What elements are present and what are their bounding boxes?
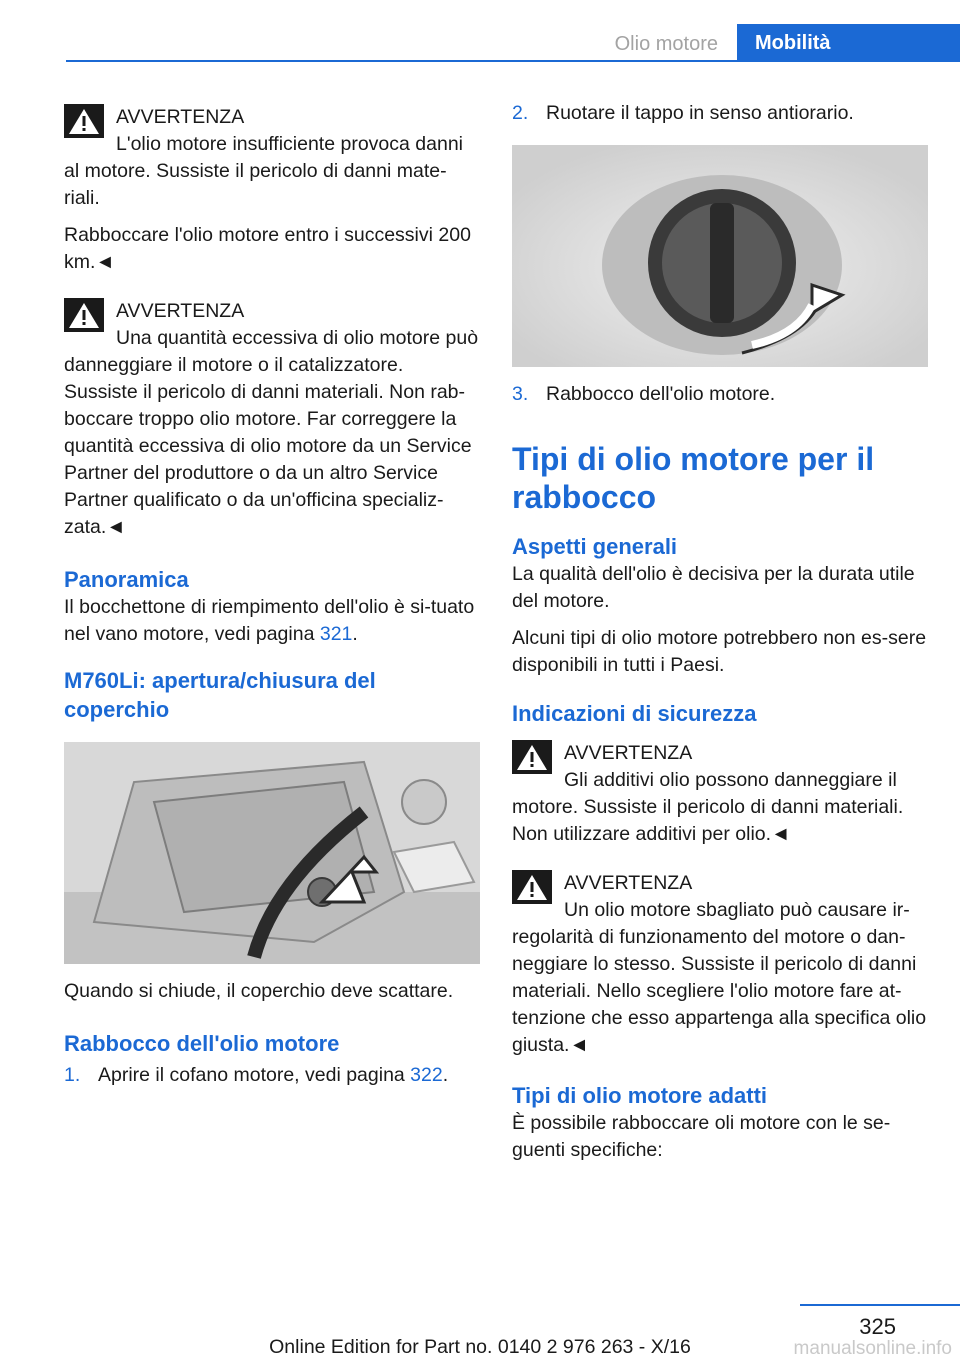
chapter-heading: Tipi di olio motore per il rabbocco	[512, 441, 875, 515]
paragraph: È possibile rabboccare oli motore con le se-guenti specifiche:	[512, 1112, 891, 1161]
page-header	[0, 0, 960, 62]
warning-icon	[512, 870, 552, 904]
watermark: manualsonline.info	[793, 1338, 952, 1359]
warning-icon	[512, 740, 552, 774]
engine-cover-illustration	[64, 742, 480, 964]
list-item: 3. Rabbocco dell'olio motore.	[512, 381, 928, 408]
header-rule	[66, 60, 960, 62]
section-tab[interactable]: Olio motore	[614, 33, 718, 55]
warning-icon	[64, 298, 104, 332]
warning-text: Una quantità eccessiva di olio motore può danneggiare il motore o il catalizzatore. Sussiste il pericolo di danni materiali. Non rab-boccare troppo olio motore. Far correggere la quantità eccessiva di olio motore da un Service Partner del produttore o da un altro Service Partner qualificato o da un'officina specializ-zata.◄	[64, 327, 479, 538]
steps-list	[512, 100, 928, 127]
oil-cap-photo	[512, 145, 928, 367]
warning-box	[512, 736, 928, 848]
step-number: 3.	[512, 383, 529, 405]
warning-box	[512, 866, 928, 1059]
warning-text: L'olio motore insufficiente provoca danni al motore. Sussiste il pericolo di danni mate-riali.	[64, 133, 463, 209]
section-heading: Tipi di olio motore adatti	[512, 1083, 768, 1108]
paragraph: La qualità dell'olio è decisiva per la durata utile del motore.	[512, 563, 915, 612]
left-column	[64, 100, 480, 1089]
steps-list	[512, 381, 928, 408]
section-heading: Indicazioni di sicurezza	[512, 701, 757, 726]
section-heading: Rabbocco dell'olio motore	[64, 1031, 340, 1056]
section-heading: M760Li: apertura/chiusura del coperchio	[64, 668, 376, 722]
paragraph: Il bocchettone di riempimento dell'olio è si-tuato nel vano motore, vedi pagina 321.	[64, 596, 475, 645]
warning-box	[64, 294, 480, 541]
step-number: 2.	[512, 102, 529, 124]
paragraph: Alcuni tipi di olio motore potrebbero non es-sere disponibili in tutti i Paesi.	[512, 627, 927, 676]
list-item: 2. Ruotare il tappo in senso antiorario.	[512, 100, 928, 127]
section-heading: Aspetti generali	[512, 534, 678, 559]
page-link[interactable]: 322	[410, 1064, 443, 1086]
footer-rule	[800, 1304, 960, 1306]
figure-caption: Quando si chiude, il coperchio deve scattare.	[64, 980, 454, 1002]
edition-line: Online Edition for Part no. 0140 2 976 263 - X/16	[269, 1336, 691, 1358]
warning-title: AVVERTENZA	[564, 872, 693, 894]
warning-text: Rabboccare l'olio motore entro i successivi 200 km.◄	[64, 224, 471, 273]
steps-list	[64, 1062, 480, 1089]
oil-cap-illustration	[512, 145, 928, 367]
warning-title: AVVERTENZA	[116, 106, 245, 128]
list-item: 1. Aprire il cofano motore, vedi pagina 322.	[64, 1062, 480, 1089]
warning-box	[64, 100, 480, 276]
engine-cover-photo	[64, 742, 480, 964]
warning-icon	[64, 104, 104, 138]
chapter-tab[interactable]: Mobilità	[737, 24, 960, 62]
right-column	[512, 100, 928, 1164]
warning-title: AVVERTENZA	[564, 742, 693, 764]
warning-title: AVVERTENZA	[116, 300, 245, 322]
page-number: 325	[859, 1314, 896, 1339]
section-heading: Panoramica	[64, 567, 189, 592]
warning-text: Gli additivi olio possono danneggiare il motore. Sussiste il pericolo di danni materiali. Non utilizzare additivi per olio.◄	[512, 769, 904, 845]
warning-text: Un olio motore sbagliato può causare ir-regolarità di funzionamento del motore o dan-neggiare lo stesso. Sussiste il pericolo di danni materiali. Nello scegliere l'olio motore fare at-tenzione che esso appartenga alla specifica olio giusta.◄	[512, 899, 927, 1056]
step-number: 1.	[64, 1064, 81, 1086]
page-link[interactable]: 321	[319, 623, 353, 645]
